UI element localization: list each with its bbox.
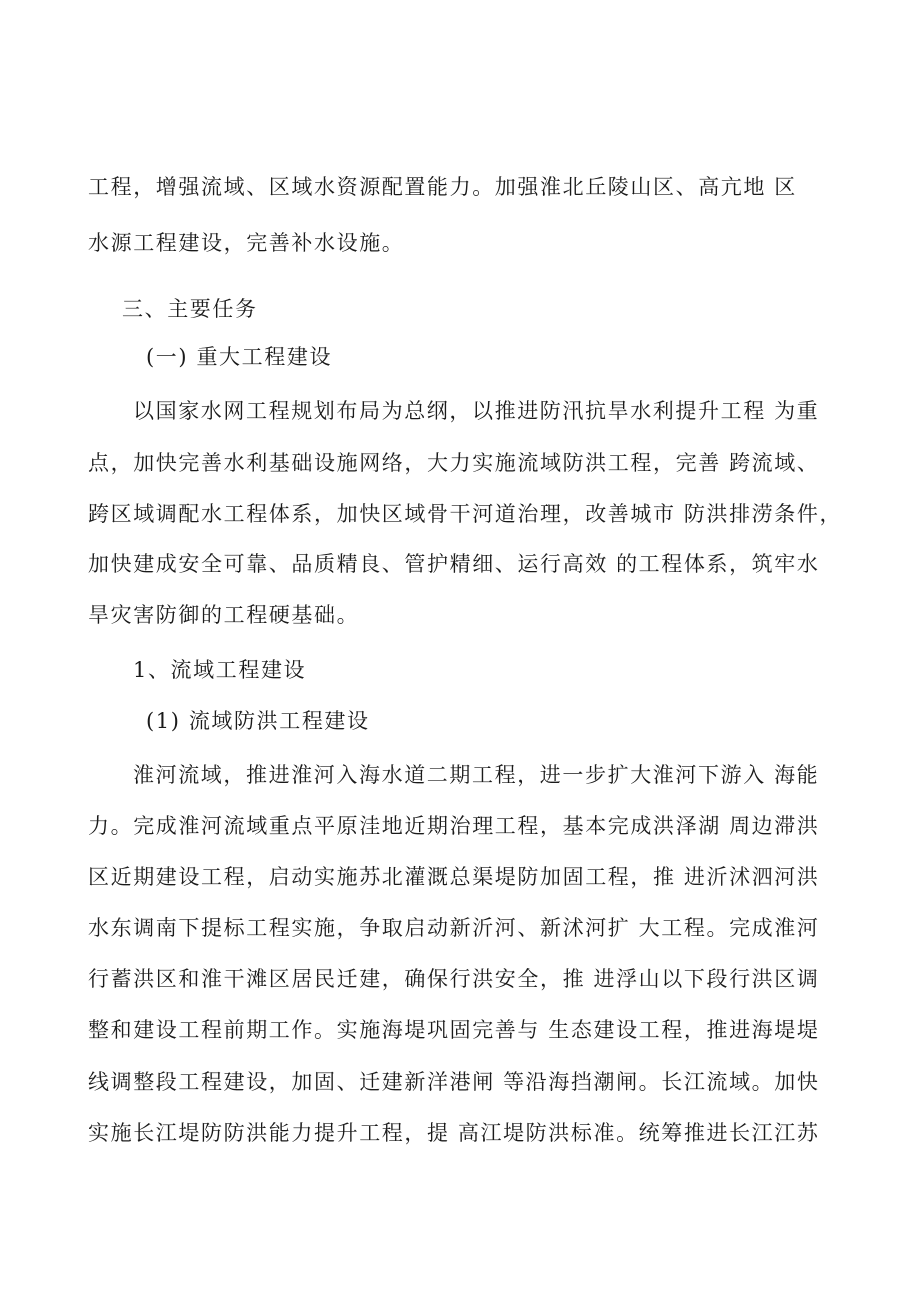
paragraph-line: 以国家水网工程规划布局为总纲，以推进防汛抗旱水利提升工程 为重 <box>133 399 820 423</box>
subitem-heading: (1) 流域防洪工程建设 <box>146 709 370 733</box>
paragraph-line: 点，加快完善水利基础设施网络，大力实施流域防洪工程，完善 跨流域、 <box>88 451 820 475</box>
paragraph-line: 线调整段工程建设，加固、迁建新洋港闸 等沿海挡潮闸。长江流域。加快 <box>88 1070 820 1094</box>
paragraph-line: 水源工程建设，完善补水设施。 <box>88 231 405 255</box>
paragraph-line: 淮河流域，推进淮河入海水道二期工程，进一步扩大淮河下游入 海能 <box>133 763 820 787</box>
paragraph-line: 加快建成安全可靠、品质精良、管护精细、运行高效 的工程体系，筑牢水 <box>88 552 820 576</box>
paragraph-line: 跨区域调配水工程体系，加快区域骨干河道治理，改善城市 防洪排涝条件， <box>88 502 843 526</box>
paragraph-line: 实施长江堤防防洪能力提升工程，提 高江堤防洪标准。统筹推进长江江苏 <box>88 1121 820 1145</box>
item-heading: 1、流域工程建设 <box>133 658 307 682</box>
paragraph-line: 旱灾害防御的工程硬基础。 <box>88 603 360 627</box>
paragraph-line: 水东调南下提标工程实施，争取启动新沂河、新沭河扩 大工程。完成淮河 <box>88 916 820 940</box>
subsection-heading: (一) 重大工程建设 <box>146 345 333 369</box>
paragraph-line: 整和建设工程前期工作。实施海堤巩固完善与 生态建设工程，推进海堤堤 <box>88 1018 820 1042</box>
paragraph-line: 区近期建设工程，启动实施苏北灌溉总渠堤防加固工程，推 进沂沭泗河洪 <box>88 865 820 889</box>
paragraph-line: 力。完成淮河流域重点平原洼地近期治理工程，基本完成洪泽湖 周边滞洪 <box>88 814 820 838</box>
section-heading: 三、主要任务 <box>122 297 258 321</box>
paragraph-line: 行蓄洪区和淮干滩区居民迁建，确保行洪安全，推 进浮山以下段行洪区调 <box>88 967 820 991</box>
paragraph-line: 工程，增强流域、区域水资源配置能力。加强淮北丘陵山区、高亢地 区 <box>88 175 797 199</box>
